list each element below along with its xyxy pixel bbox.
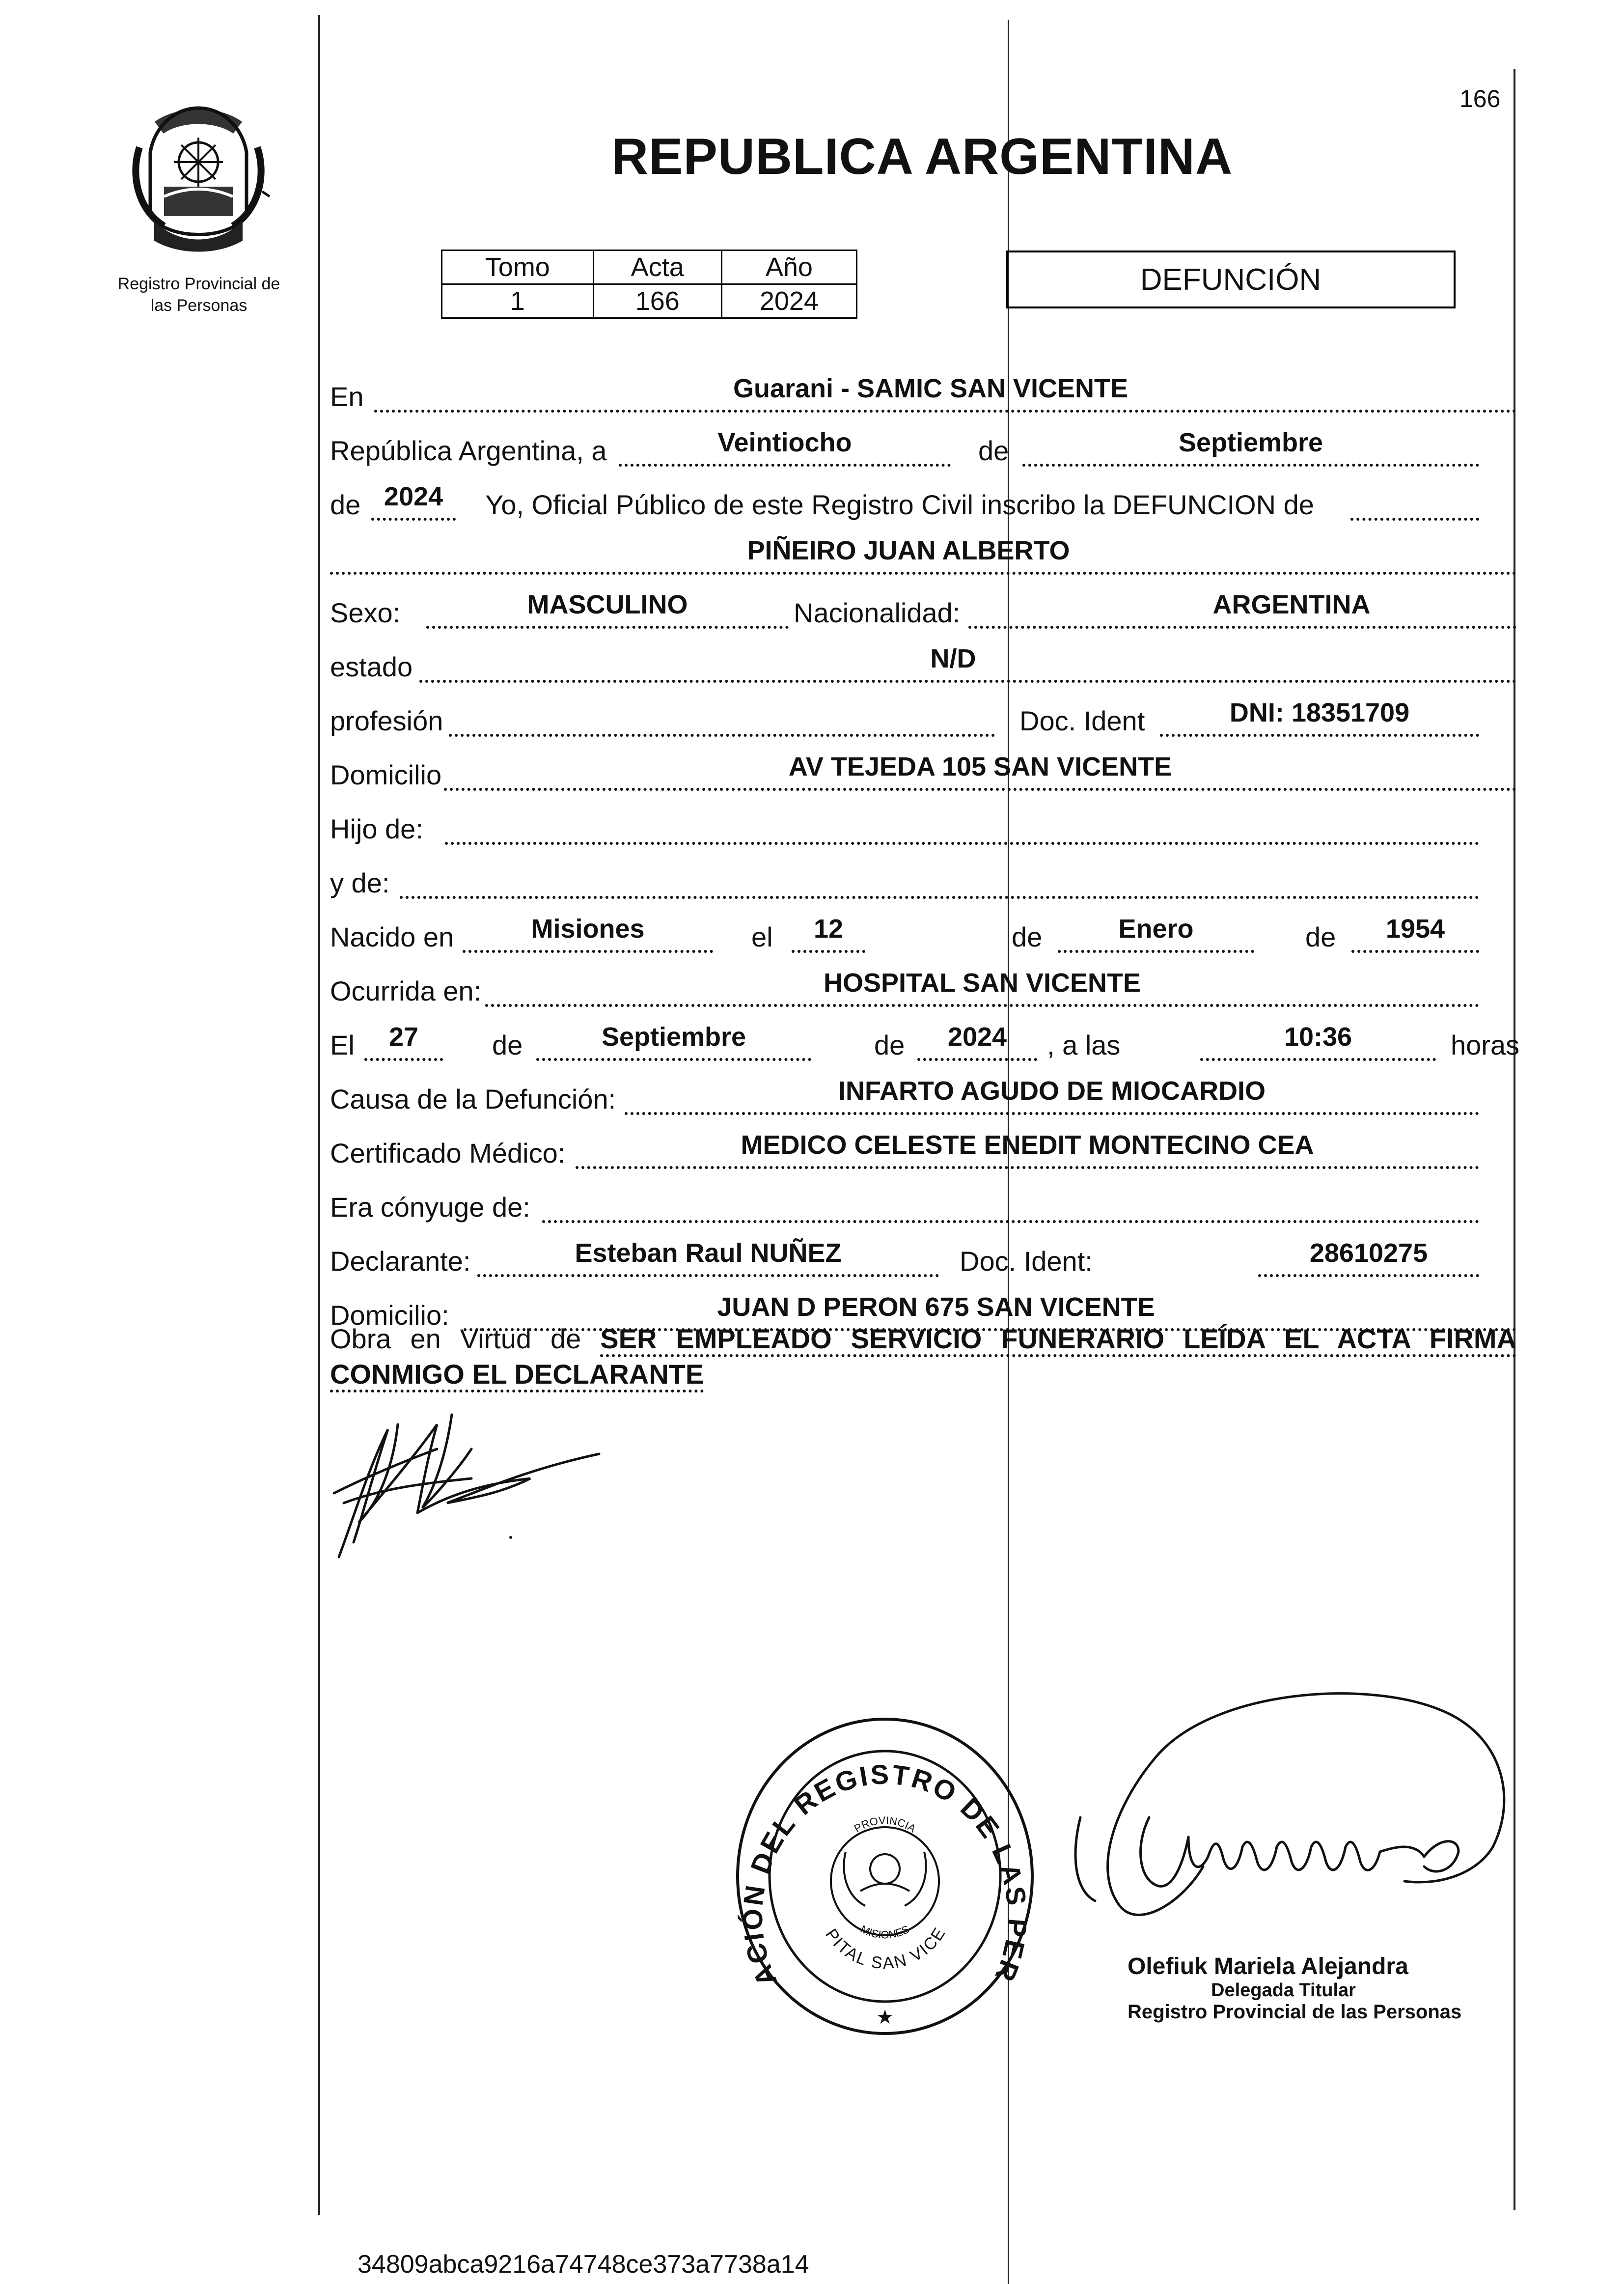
conyuge-field	[542, 1186, 1479, 1223]
causa-field	[625, 1078, 1479, 1115]
nacido-lugar: Misiones	[531, 914, 645, 944]
official-name: Olefiuk Mariela Alejandra	[1128, 1953, 1408, 1979]
nacido-lugar-field	[463, 916, 713, 953]
anio-header: Año	[721, 251, 856, 284]
sexo-field	[426, 591, 789, 629]
el-dia: 27	[388, 1022, 419, 1052]
row-certificado	[330, 1130, 1516, 1174]
obra-label: Obra en Virtud de	[330, 1323, 581, 1354]
declarante-doc-value: 28610275	[1309, 1238, 1428, 1268]
nacido-label: Nacido en	[330, 921, 454, 952]
estado-field	[419, 645, 1516, 683]
y-de-field	[400, 862, 1479, 899]
record-table	[441, 250, 857, 319]
obra-value: SER EMPLEADO SERVICIO FUNERARIO LEÍDA EL ACTA FIRMA CONMIGO EL DECLARANTE	[330, 1323, 1516, 1393]
fecha-mes: Septiembre	[1178, 428, 1323, 457]
row-sexo	[330, 590, 1516, 634]
svg-text:MISIONES	[858, 1923, 911, 1941]
causa-label: Causa de la Defunción:	[330, 1084, 616, 1114]
record-type-box	[1006, 251, 1456, 308]
stamp-star-icon: ★	[876, 2006, 894, 2028]
declarante-doc-field	[1258, 1240, 1479, 1277]
causa-value: INFARTO AGUDO DE MIOCARDIO	[838, 1076, 1266, 1106]
nacionalidad-field	[968, 591, 1516, 629]
el-mes-field	[536, 1024, 811, 1061]
fecha-mes-field	[1022, 429, 1479, 467]
el-label: El	[330, 1030, 355, 1060]
nacido-de1-label: de	[1012, 921, 1043, 952]
doc-ident-field	[1160, 699, 1479, 737]
sexo-value: MASCULINO	[527, 590, 688, 619]
el-de1-label: de	[492, 1030, 523, 1060]
document-hash: 34809abca9216a74748ce373a7738a14	[358, 2250, 809, 2279]
official-org: Registro Provincial de las Personas	[1128, 2001, 1462, 2023]
row-en	[330, 374, 1516, 418]
svg-text:DELEGACIÓN DEL REGISTRO DE LAS	[728, 1704, 1033, 1991]
nacido-dia: 12	[813, 914, 844, 944]
issuer-name-line1: Registro Provincial de	[117, 275, 280, 293]
nacido-mes-field	[1058, 916, 1254, 953]
y-de-label: y de:	[330, 867, 390, 898]
profesion-label: profesión	[330, 705, 443, 736]
acta-value: 166	[593, 284, 721, 318]
el-alas-label: , a las	[1047, 1030, 1121, 1060]
anio-trailing-field	[1350, 483, 1479, 521]
row-ocurrida	[330, 968, 1516, 1012]
declarante-doc-label: Doc. Ident:	[960, 1246, 1093, 1277]
certificado-value: MEDICO CELESTE ENEDIT MONTECINO CEA	[741, 1130, 1314, 1160]
page-title: REPUBLICA ARGENTINA	[611, 128, 1233, 185]
row-nombre	[330, 536, 1516, 580]
estado-value: N/D	[930, 644, 976, 673]
issuer-name-line2: las Personas	[150, 296, 248, 315]
issuer-name	[93, 273, 304, 316]
nacionalidad-label: Nacionalidad:	[794, 597, 961, 628]
nacido-anio-field	[1351, 916, 1479, 953]
declarante-label: Declarante:	[330, 1246, 471, 1277]
page-number: 166	[1459, 85, 1501, 112]
profesion-field	[449, 699, 995, 737]
left-margin-line	[318, 15, 320, 2215]
fecha-de-label: de	[978, 435, 1009, 466]
row-y-de	[330, 864, 1516, 904]
province-logo	[120, 98, 277, 260]
certificado-label: Certificado Médico:	[330, 1138, 566, 1169]
row-fecha	[330, 428, 1516, 472]
anio-value: 2024	[721, 284, 856, 318]
acta-header: Acta	[593, 251, 721, 284]
certificado-field	[576, 1132, 1479, 1169]
domicilio-decl-label: Domicilio:	[330, 1300, 449, 1331]
row-causa	[330, 1076, 1516, 1120]
el-mes: Septiembre	[601, 1022, 746, 1052]
el-dia-field	[364, 1024, 443, 1061]
official-block	[1128, 1953, 1462, 2023]
row-anio	[330, 482, 1516, 526]
en-value: Guarani - SAMIC SAN VICENTE	[733, 374, 1129, 403]
obra-paragraph	[330, 1321, 1516, 1392]
row-el	[330, 1022, 1520, 1066]
anio-field	[371, 483, 456, 521]
svg-text:PROVINCIA	[852, 1814, 918, 1835]
stamp-outer-text: ACIÓN DEL REGISTRO DE LAS PER	[737, 1758, 1033, 1991]
en-label: En	[330, 381, 364, 412]
doc-ident-value: DNI: 18351709	[1229, 698, 1410, 727]
el-anio-field	[917, 1024, 1037, 1061]
nacido-el-label: el	[751, 921, 773, 952]
anio-value: 2024	[384, 482, 443, 511]
row-nacido	[330, 914, 1516, 958]
fecha-dia-field	[619, 429, 951, 467]
nacido-mes: Enero	[1118, 914, 1194, 944]
record-table-value-row	[442, 284, 857, 318]
official-signature	[1021, 1670, 1522, 1945]
row-hijo-de	[330, 810, 1516, 850]
row-conyuge	[330, 1189, 1516, 1228]
stamp-inner-text: PITAL SAN VICE	[822, 1923, 950, 1973]
el-horas-label: horas	[1451, 1030, 1520, 1060]
conyuge-label: Era cónyuge de:	[330, 1192, 530, 1223]
el-de2-label: de	[874, 1030, 905, 1060]
ocurrida-value: HOSPITAL SAN VICENTE	[823, 968, 1141, 998]
official-stamp	[728, 1704, 1042, 2048]
domicilio-label: Domicilio	[330, 759, 442, 790]
nacido-de2-label: de	[1305, 921, 1336, 952]
declarante-field	[477, 1240, 939, 1277]
record-table-header-row	[442, 251, 857, 284]
en-field	[374, 375, 1516, 413]
fecha-dia: Veintiocho	[717, 428, 852, 457]
ocurrida-label: Ocurrida en:	[330, 975, 482, 1006]
nacido-anio: 1954	[1385, 914, 1445, 944]
anio-text: Yo, Oficial Público de este Registro Civil inscribo la DEFUNCION de	[485, 489, 1314, 520]
estado-label: estado	[330, 651, 413, 682]
row-estado	[330, 644, 1516, 688]
fecha-label: República Argentina, a	[330, 435, 607, 466]
hijo-de-label: Hijo de:	[330, 813, 423, 844]
nacido-dia-field	[792, 916, 865, 953]
nacionalidad-value: ARGENTINA	[1212, 590, 1371, 619]
tomo-header: Tomo	[442, 251, 594, 284]
declarante-value: Esteban Raul NUÑEZ	[575, 1238, 842, 1268]
el-anio: 2024	[947, 1022, 1007, 1052]
el-hora: 10:36	[1284, 1022, 1352, 1052]
nombre-field	[330, 537, 1516, 575]
official-role: Delegada Titular	[1211, 1980, 1356, 2001]
ocurrida-field	[485, 970, 1479, 1007]
doc-ident-label: Doc. Ident	[1019, 705, 1145, 736]
row-domicilio	[330, 752, 1516, 796]
record-type: DEFUNCIÓN	[1140, 262, 1321, 297]
sexo-label: Sexo:	[330, 597, 401, 628]
anio-label: de	[330, 489, 361, 520]
el-hora-field	[1200, 1024, 1436, 1061]
domicilio-decl-value: JUAN D PERON 675 SAN VICENTE	[717, 1292, 1155, 1322]
row-declarante	[330, 1238, 1516, 1282]
domicilio-field	[444, 753, 1516, 791]
stamp-inner-seal-bottom: MISIONES	[858, 1922, 911, 1941]
nombre-value: PIÑEIRO JUAN ALBERTO	[747, 536, 1070, 565]
domicilio-value: AV TEJEDA 105 SAN VICENTE	[788, 752, 1172, 781]
hijo-de-field	[445, 808, 1479, 845]
tomo-value: 1	[442, 284, 594, 318]
row-profesion	[330, 698, 1516, 742]
declarant-signature	[324, 1395, 619, 1582]
stamp-inner-seal-top: PROVINCIA	[852, 1814, 918, 1835]
